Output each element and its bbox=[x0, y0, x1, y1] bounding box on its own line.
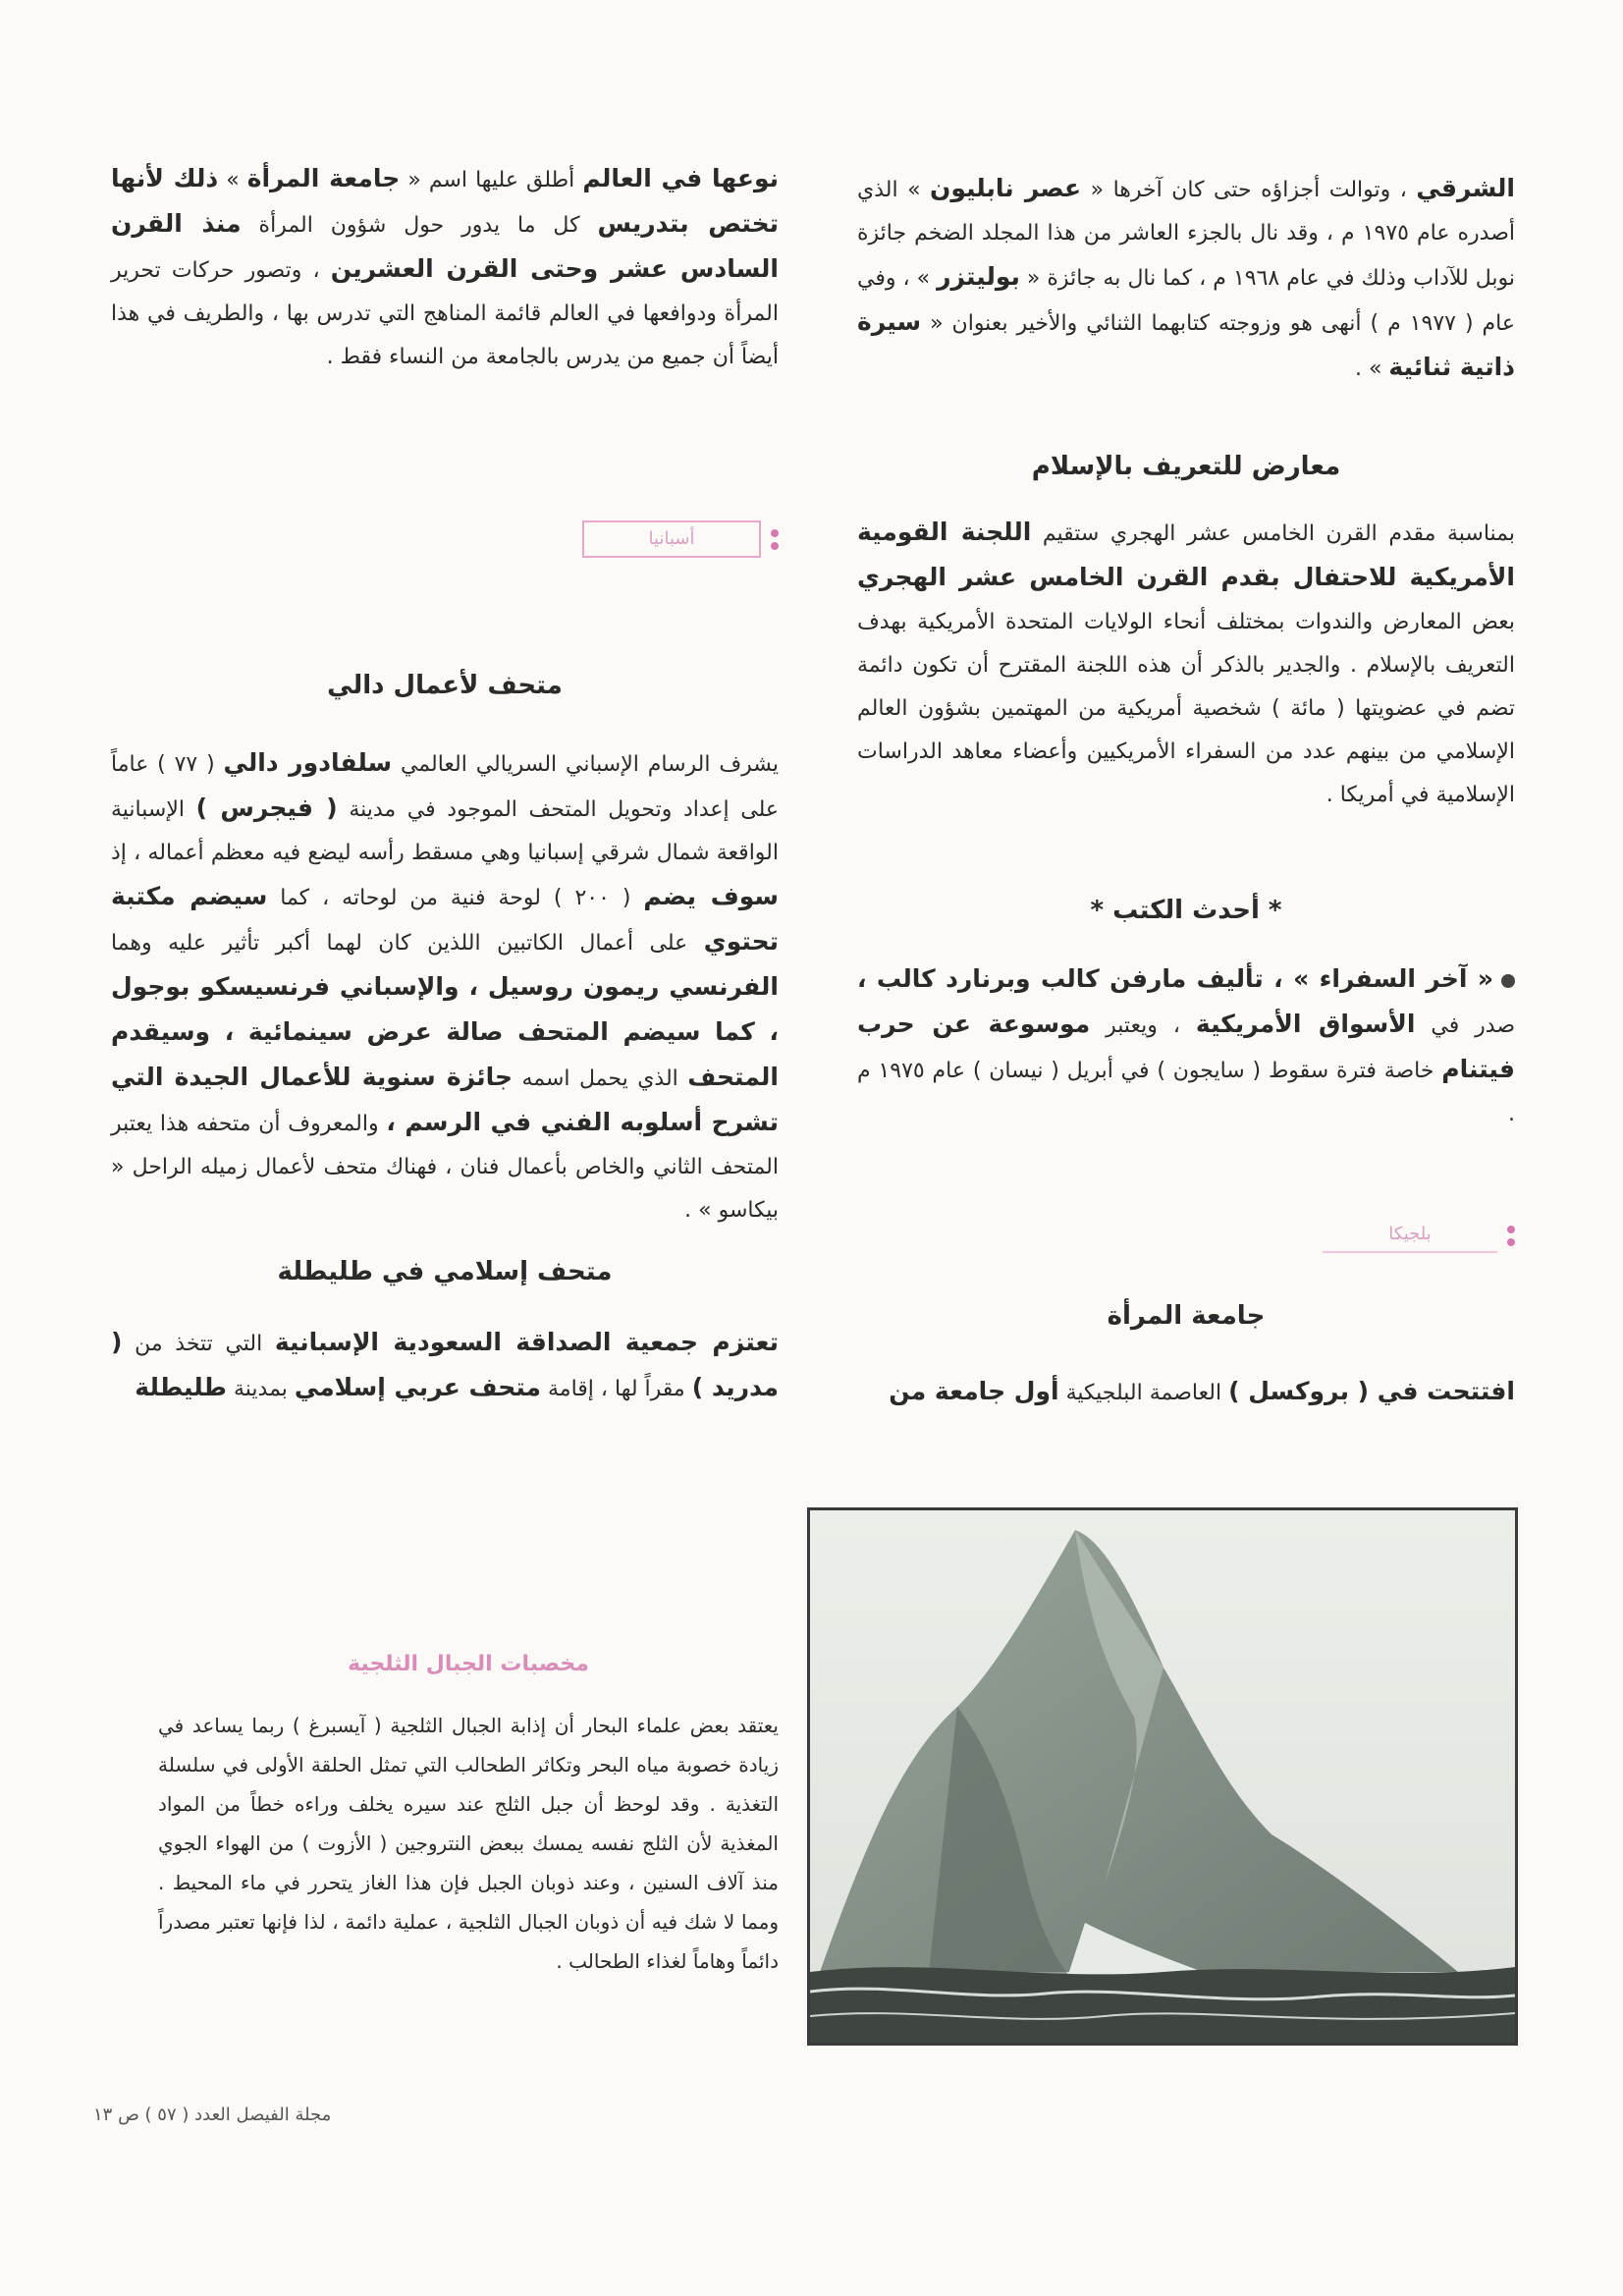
islam-exhibitions-section bbox=[857, 511, 1515, 817]
toledo-museum-section bbox=[111, 1321, 779, 1411]
latest-books-paragraph: « آخر السفراء » ، تأليف مارفن كالب وبرنارد كالب ، صدر في الأسواق الأمريكية ، ويعتبر موسوعة عن حرب فيتنام خاصة فترة سقوط ( سايجون ) في أبريل ( نيسان ) عام ١٩٧٥ م . bbox=[857, 964, 1516, 1126]
islam-exhibitions-paragraph: بمناسبة مقدم القرن الخامس عشر الهجري ستقيم اللجنة القومية الأمريكية للاحتفال بقدم القرن الخامس عشر الهجري بعض المعارض والندوات بمختلف أنحاء الولايات المتحدة الأمريكية بهدف التعريف بالإسلام . والجدير بالذكر أن هذه اللجنة المقترح أن تكون دائمة تضم في عضويتها ( مائة ) شخصية أمريكية من المهتمين بشؤون العالم الإسلامي من بينهم عدد من السفراء الأمريكيين وأعضاء معاهد الدراسات الإسلامية في أمريكا . bbox=[857, 518, 1516, 807]
iceberg-illustration bbox=[810, 1510, 1515, 2043]
right-column bbox=[857, 167, 1515, 391]
women-university-section bbox=[857, 1370, 1515, 1415]
heading-dali-museum: متحف لأعمال دالي bbox=[327, 671, 563, 700]
women-university-paragraph: افتتحت في ( بروكسل ) العاصمة البلجيكية أول جامعة من bbox=[889, 1377, 1515, 1405]
heading-islam-exhibitions: معارض للتعريف بالإسلام bbox=[1031, 452, 1341, 481]
tag-dots-icon bbox=[1507, 1226, 1515, 1246]
bullet-icon bbox=[1501, 974, 1515, 988]
section-tag-belgium bbox=[1323, 1218, 1515, 1253]
caption-title: مخصبات الجبال الثلجية bbox=[348, 1652, 589, 1676]
heading-latest-books: * أحدث الكتب * bbox=[1090, 896, 1282, 925]
tag-label: بلجيكا bbox=[1323, 1218, 1497, 1253]
dali-museum-section bbox=[111, 741, 779, 1232]
left-column-top bbox=[111, 157, 779, 379]
caption-text: يعتقد بعض علماء البحار أن إذابة الجبال الثلجية ( آيسبرغ ) ربما يساعد في زيادة خصوبة مياه البحر وتكاثر الطحالب التي تمثل الحلقة الأولى في سلسلة التغذية . وقد لوحظ أن جبل الثلج عند سيره يخلف وراءه خطاً من المواد المغذية لأن الثلج نفسه يمسك ببعض النتروجين ( الأزوت ) من الهواء الجوي منذ آلاف السنين ، وعند ذوبان الجبل فإن هذا الغاز يتحرر في ماء المحيط . ومما لا شك فيه أن ذوبان الجبال الثلجية ، عملية دائمة ، لذا فإنها تعتبر مصدراً دائماً وهاماً لغذاء الطحالب . bbox=[158, 1714, 779, 1973]
nobel-paragraph: الشرقي ، وتوالت أجزاؤه حتى كان آخرها « عصر نابليون » الذي أصدره عام ١٩٧٥ م ، وقد نال بالجزء العاشر من هذا المجلد الضخم جائزة نوبل للآداب وذلك في عام ١٩٦٨ م ، كما نال به جائزة « بوليتزر » ، وفي عام ( ١٩٧٧ م ) أنهى هو وزوجته كتابهما الثنائي والأخير بعنوان « سيرة ذاتية ثنائية » . bbox=[857, 174, 1515, 381]
iceberg-photo bbox=[807, 1507, 1518, 2046]
iceberg-caption bbox=[158, 1652, 779, 1981]
heading-women-university: جامعة المرأة bbox=[1107, 1301, 1266, 1331]
women-university-continued: نوعها في العالم أطلق عليها اسم « جامعة المرأة » ذلك لأنها تختص بتدريس كل ما يدور حول شؤون المرأة منذ القرن السادس عشر وحتى القرن العشرين ، وتصور حركات تحرير المرأة ودوافعها في العالم قائمة المناهج التي تدرس بها ، والطريف في هذا أيضاً أن جميع من يدرس بالجامعة من النساء فقط . bbox=[111, 164, 780, 369]
tag-dots-icon bbox=[771, 529, 779, 550]
latest-books-section bbox=[857, 957, 1515, 1136]
section-tag-spain bbox=[582, 520, 779, 558]
heading-toledo-museum: متحف إسلامي في طليطلة bbox=[277, 1257, 613, 1286]
tag-label: أسبانيا bbox=[582, 520, 761, 558]
page-footer: مجلة الفيصل العدد ( ٥٧ ) ص ١٣ bbox=[93, 2105, 332, 2125]
dali-museum-paragraph: يشرف الرسام الإسباني السريالي العالمي سلفادور دالي ( ٧٧ ) عاماً على إعداد وتحويل المتحف الموجود في مدينة ( فيجرس ) الإسبانية الواقعة شمال شرقي إسبانيا وهي مسقط رأسه ليضع فيه معظم أعماله ، إذ سوف يضم ( ٢٠٠ ) لوحة فنية من لوحاته ، كما سيضم مكتبة تحتوي على أعمال الكاتبين اللذين كان لهما أكبر تأثير عليه وهما الفرنسي ريمون روسيل ، والإسباني فرنسيسكو بوجول ، كما سيضم المتحف صالة عرض سينمائية ، وسيقدم المتحف الذي يحمل اسمه جائزة سنوية للأعمال الجيدة التي تشرح أسلوبه الفني في الرسم ، والمعروف أن متحفه هذا يعتبر المتحف الثاني والخاص بأعمال فنان ، فهناك متحف لأعمال زميله الراحل « بيكاسو » . bbox=[111, 748, 780, 1223]
toledo-museum-paragraph: تعتزم جمعية الصداقة السعودية الإسبانية التي تتخذ من ( مدريد ) مقراً لها ، إقامة متحف عربي إسلامي بمدينة طليطلة bbox=[111, 1328, 779, 1401]
